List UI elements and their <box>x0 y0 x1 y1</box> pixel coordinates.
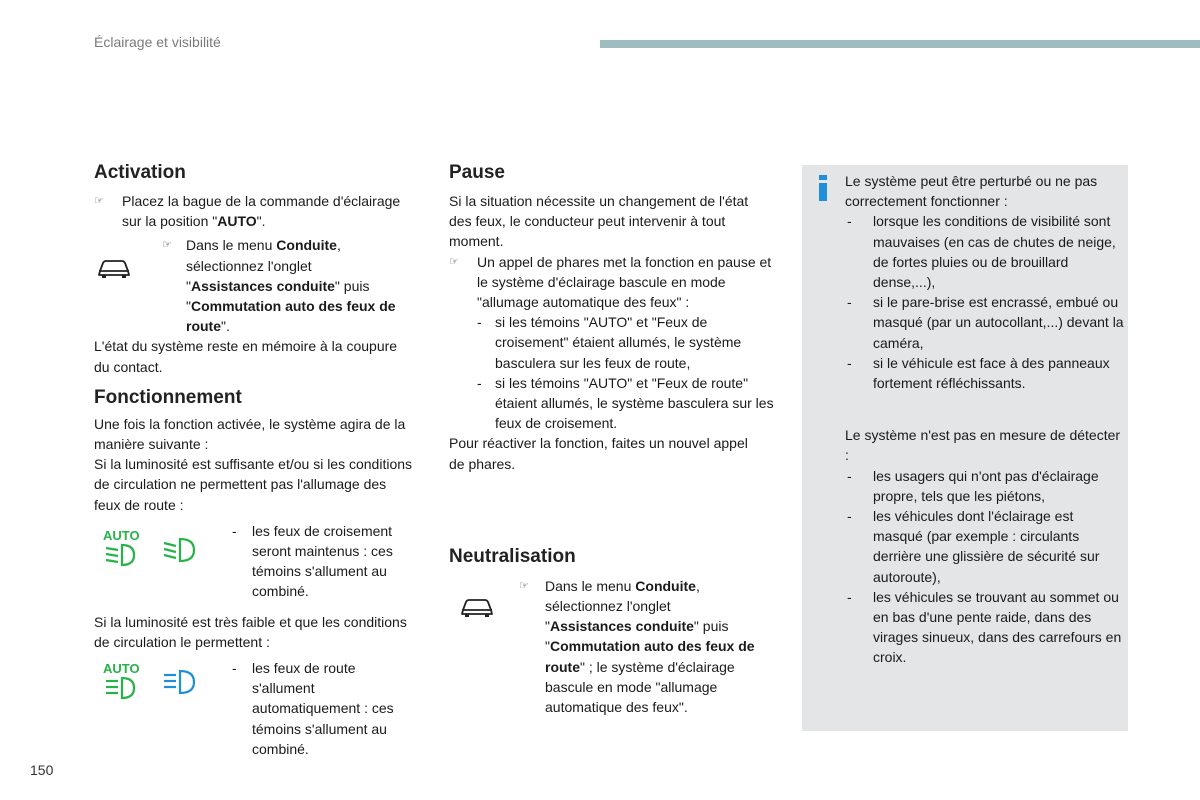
fonctionnement-condition-1: Si la luminosité est suffisante et/ou si les conditions de circulation ne permettent pas l'allumage des feux de route : <box>94 456 413 513</box>
svg-text:AUTO: AUTO <box>103 528 140 543</box>
activation-step-1-text: Placez la bague de la commande d'éclairage sur la position "AUTO". <box>122 193 401 230</box>
info-item-2-3 <box>845 587 1125 668</box>
info-box-content <box>845 171 1125 668</box>
info-item-2-2 <box>845 506 1125 587</box>
low-beam-indicators <box>94 529 226 569</box>
pointing-hand-icon: ☞ <box>162 239 172 252</box>
info-item-1-1 <box>845 211 1125 292</box>
fonctionnement-result-2 <box>94 658 414 759</box>
dash-marker: - <box>847 467 852 484</box>
neutralisation-step <box>449 576 779 717</box>
dash-marker: - <box>232 660 237 677</box>
dash-marker: - <box>847 354 852 371</box>
info-item-text: les véhicules se trouvant au sommet ou en bas d'une pente raide, dans des virages sinueux, dans des carrefours en croix. <box>873 588 1122 666</box>
dash-marker: - <box>232 522 237 539</box>
fonctionnement-result-1 <box>94 521 414 602</box>
fonctionnement-intro: Une fois la fonction activée, le système agira de la manière suivante : <box>94 415 406 453</box>
pointing-hand-icon: ☞ <box>94 195 104 207</box>
pause-sub-2 <box>449 373 775 434</box>
info-item-text: les usagers qui n'ont pas d'éclairage propre, tels que les piétons, <box>873 467 1099 504</box>
activation-step-2 <box>94 235 414 336</box>
info-intro-2: Le système n'est pas en mesure de détecter : <box>845 427 1121 464</box>
page-number: 150 <box>30 762 54 778</box>
info-item-2-1 <box>845 466 1125 506</box>
fonctionnement-result-1-text: les feux de croisement seront maintenus : ces témoins s'allument au combiné. <box>252 522 393 600</box>
left-column <box>94 160 414 759</box>
fonctionnement-result-2-text: les feux de route s'allument automatiquement : ces témoins s'allument au combiné. <box>252 660 394 757</box>
pause-sub-1 <box>449 312 775 373</box>
pause-reactivate-text: Pour réactiver la fonction, faites un nouvel appel de phares. <box>449 435 748 472</box>
car-icon <box>94 253 134 283</box>
info-item-text: si le pare-brise est encrassé, embué ou masqué (par un autocollant,...) devant la caméra, <box>873 294 1124 351</box>
auto-low-beam-icon <box>102 529 146 569</box>
info-item-text: si le véhicule est face à des panneaux fortement réfléchissants. <box>873 354 1110 392</box>
high-beam-indicators <box>94 662 226 702</box>
info-item-text: les véhicules dont l'éclairage est masqué (par exemple : circulants derrière une glissière de sécurité sur autoroute), <box>873 508 1100 585</box>
info-box <box>802 165 1128 731</box>
high-beam-icon <box>160 667 204 697</box>
header-title: Éclairage et visibilité <box>94 34 221 50</box>
dash-marker: - <box>477 374 482 391</box>
info-intro-1: Le système peut être perturbé ou ne pas correctement fonctionner : <box>845 173 1098 210</box>
car-icon <box>457 592 497 622</box>
svg-text:AUTO: AUTO <box>103 662 140 677</box>
activation-step-2-text: Dans le menu Conduite, sélectionnez l'onglet "Assistances conduite" puis "Commutation auto des feux de route". <box>186 237 396 335</box>
low-beam-icon <box>160 535 204 565</box>
activation-memory-text: L'état du système reste en mémoire à la coupure du contact. <box>94 338 398 375</box>
dash-marker: - <box>847 508 852 525</box>
activation-heading: Activation <box>94 162 186 183</box>
pause-sub-2-text: si les témoins "AUTO" et "Feux de route" étaient allumés, le système basculera sur les feux de croisement. <box>495 374 774 432</box>
middle-column <box>449 160 779 717</box>
neutralisation-heading: Neutralisation <box>449 545 576 567</box>
dash-marker: - <box>847 294 852 311</box>
pause-bullet <box>449 252 775 313</box>
header-bar <box>600 40 1200 48</box>
pause-bullet-text: Un appel de phares met la fonction en pause et le système d'éclairage bascule en mode "allumage automatique des feux" : <box>477 253 772 311</box>
info-icon <box>816 175 830 201</box>
pause-sub-1-text: si les témoins "AUTO" et "Feux de croisement" étaient allumés, le système basculera sur les feux de route, <box>495 314 742 371</box>
fonctionnement-heading: Fonctionnement <box>94 386 242 408</box>
info-item-1-2 <box>845 292 1125 353</box>
fonctionnement-condition-2: Si la luminosité est très faible et que les conditions de circulation le permettent : <box>94 613 407 650</box>
info-item-1-3 <box>845 353 1125 393</box>
pause-heading: Pause <box>449 162 505 183</box>
pointing-hand-icon: ☞ <box>449 255 459 268</box>
pointing-hand-icon: ☞ <box>519 579 529 592</box>
dash-marker: - <box>847 213 852 230</box>
pause-intro: Si la situation nécessite un changement de l'état des feux, le conducteur peut intervenir à tout moment. <box>449 193 749 250</box>
activation-step-1 <box>94 191 414 231</box>
info-item-text: lorsque les conditions de visibilité sont mauvaises (en cas de chutes de neige, de fortes pluies ou de brouillard dense,...), <box>873 213 1116 291</box>
neutralisation-step-text: Dans le menu Conduite, sélectionnez l'onglet "Assistances conduite" puis "Commutation auto des feux de route" ; le système d'éclairage bascule en mode "allumage automatique des feux". <box>545 577 755 716</box>
dash-marker: - <box>477 314 482 331</box>
dash-marker: - <box>847 588 852 605</box>
auto-high-beam-icon <box>102 662 146 702</box>
